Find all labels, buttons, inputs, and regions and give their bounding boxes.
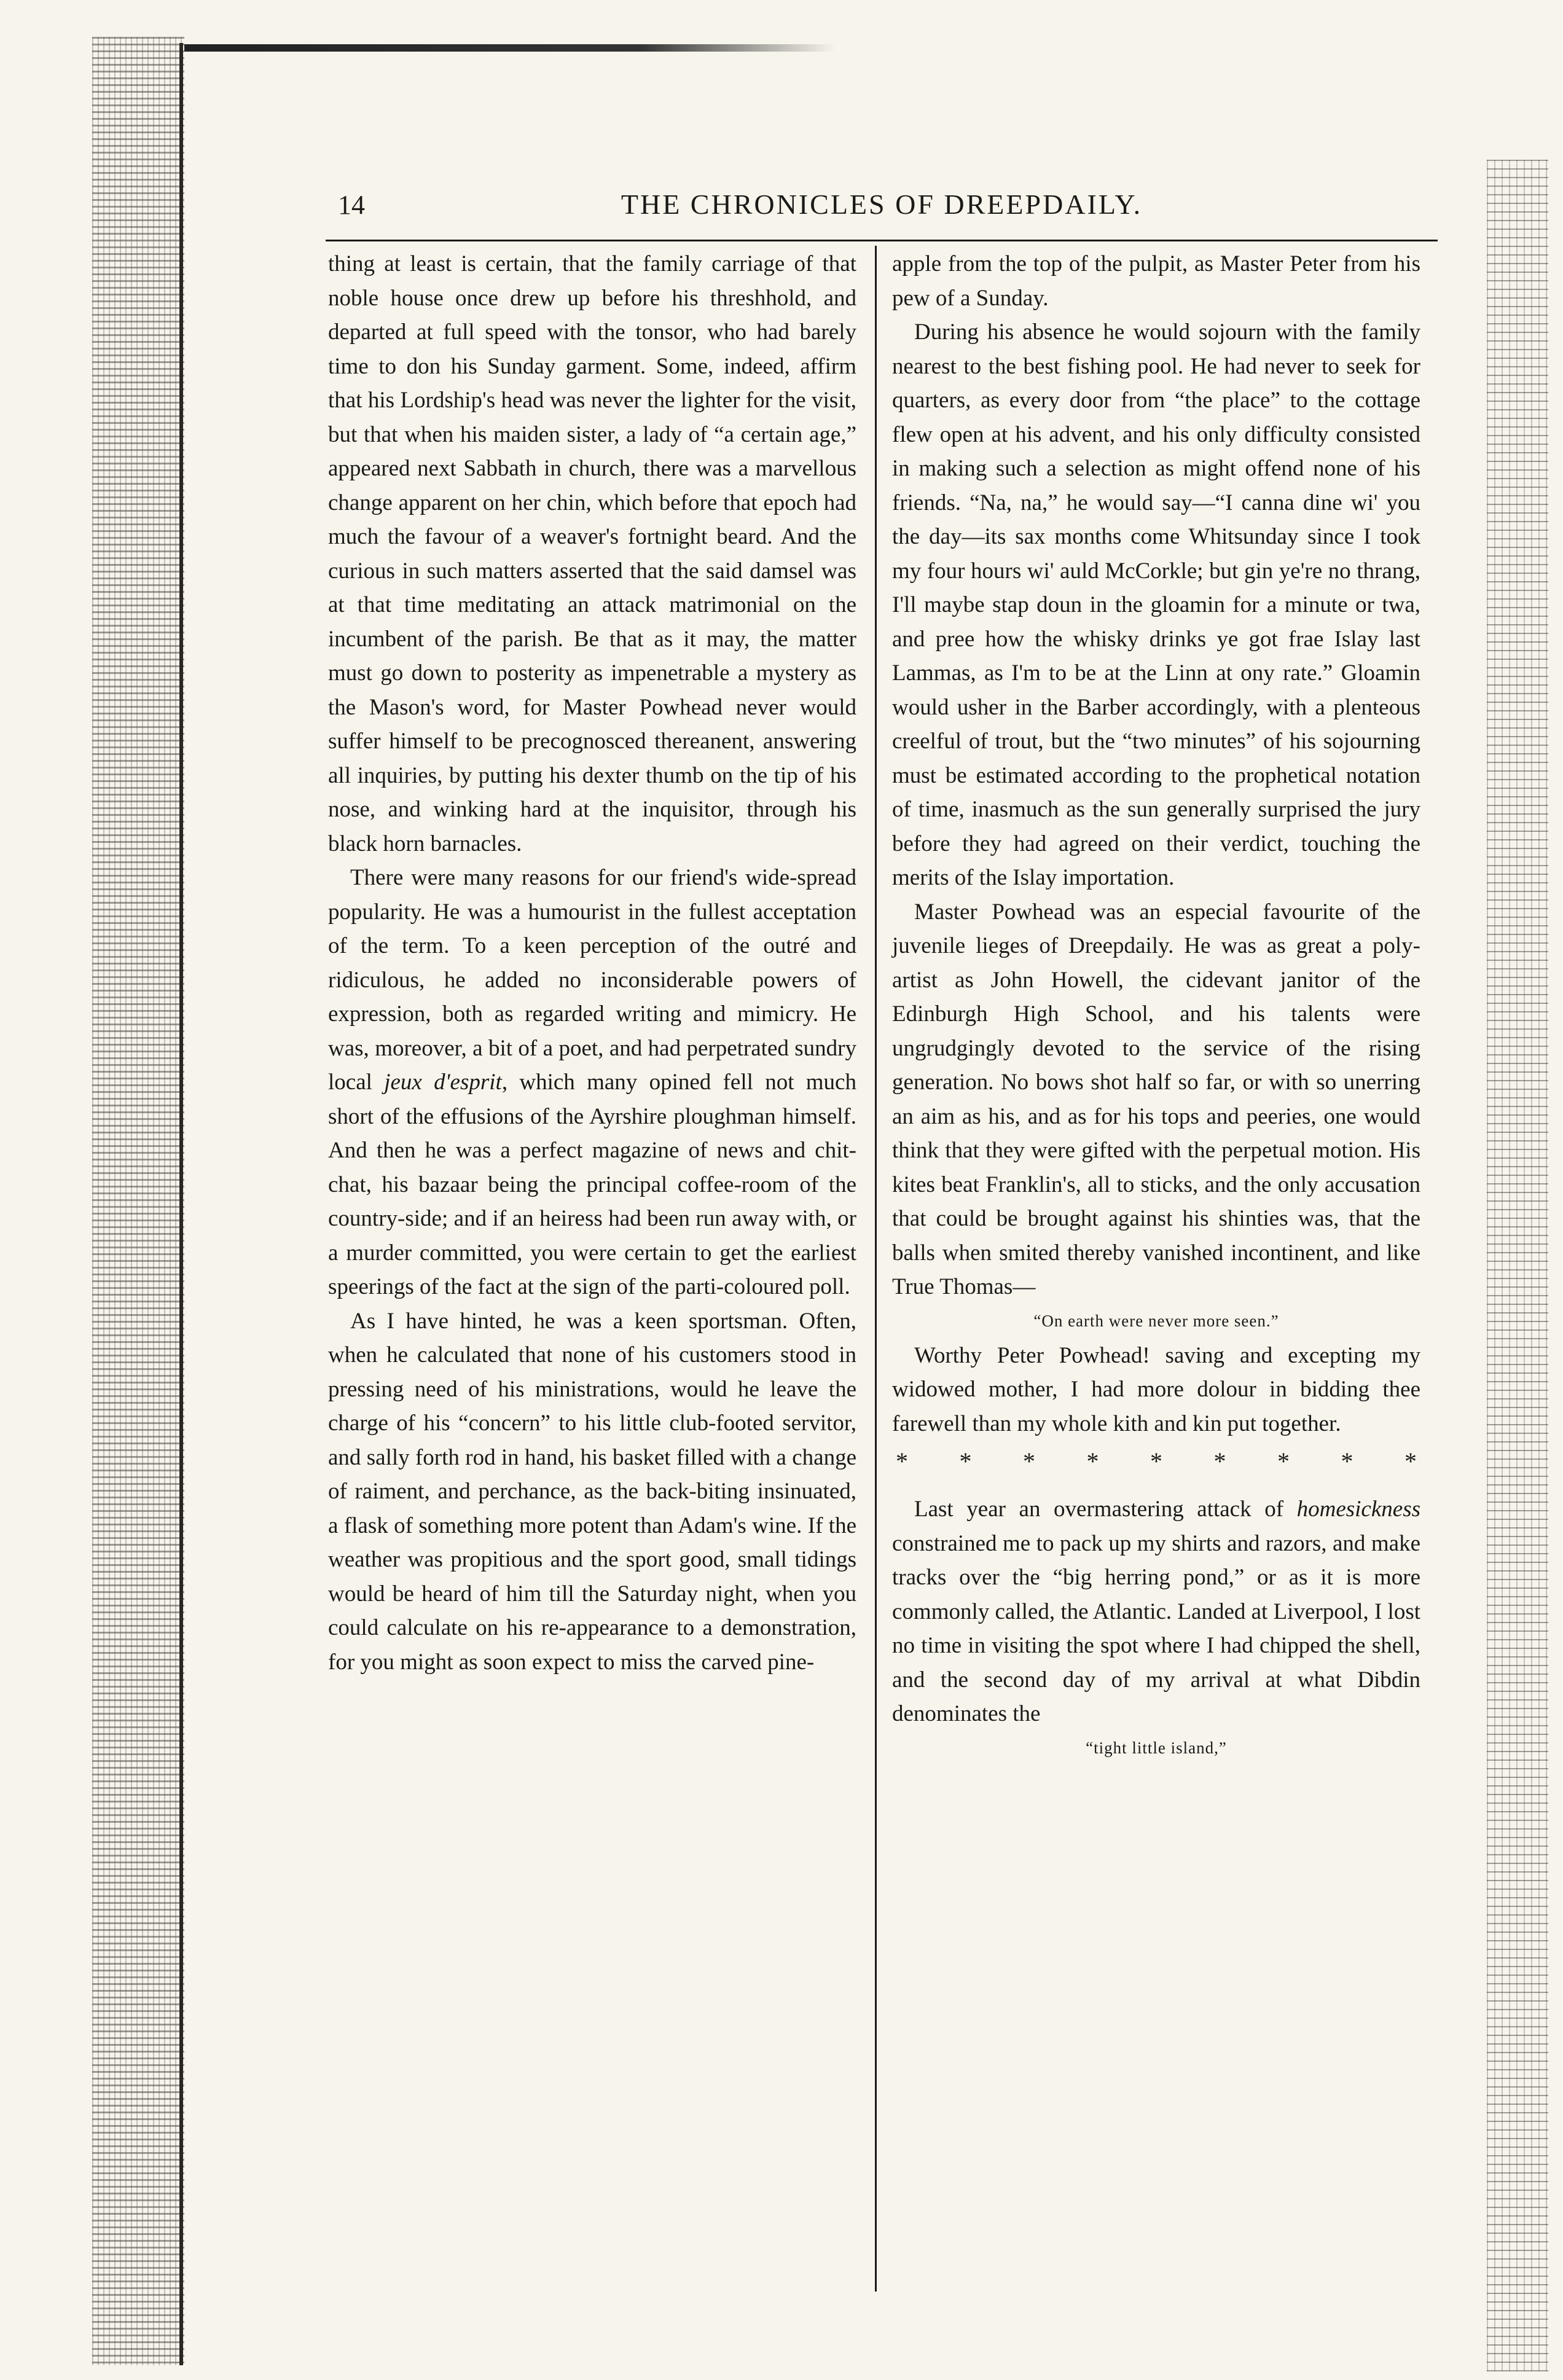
section-break-stars [892, 1443, 1420, 1480]
star-glyph: * [1277, 1447, 1290, 1475]
star-glyph: * [1150, 1447, 1162, 1475]
star-glyph: * [959, 1447, 972, 1475]
verse-quote: “tight little island,” [1086, 1738, 1227, 1757]
text-run: constrained me to pack up my shirts and razors, and make tracks over the “big herring pond,” or as it is more commonly called, the Atlantic. Landed at Liverpool, I lost no time in visiting the spot where I had chipped the shell, and the second day of my arrival at what Dibdin denominates the [892, 1530, 1421, 1726]
star-glyph: * [1086, 1447, 1099, 1475]
star-glyph: * [1023, 1447, 1035, 1475]
paragraph [892, 1492, 1420, 1731]
page-header [326, 184, 1438, 233]
italic-text: jeux d'esprit [384, 1070, 502, 1095]
running-title: THE CHRONICLES OF DREEPDAILY. [621, 189, 1143, 220]
text-run: Last year an overmastering attack of [914, 1497, 1297, 1522]
paragraph: During his absence he would sojourn with the family nearest to the best fishing pool. He had never to seek for quarters, as every door from “the place” to the cottage flew open at his advent, and his only difficulty consisted in making such a selection as might offend none of his friends. “Na, na,” he would say—“I canna dine wi' you the day—its sax months come Whitsunday since I took my four hours wi' auld McCorkle; but gin ye're no thrang, I'll maybe stap doun in the gloamin for a minute or twa, and pree how the whisky drinks ye got frae Islay last Lammas, as I'm to be at the Linn at ony rate.” Gloamin would usher in the Barber accordingly, with a plenteous creelful of trout, but the “two minutes” of his sojourning must be estimated according to the prophetical notation of time, inasmuch as the sun generally surprised the jury before they had agreed on their verdict, touching the merits of the Islay importation. [892, 319, 1420, 890]
text-run: , which many opined fell not much short of the effusions of the Ayrshire ploughman himself. And then he was a perfect magazine of news and chit-chat, his bazaar being the principal coffee-room of the country-side; and if an heiress had been run away with, or a murder committed, you were certain to get the earliest speerings of the fact at the sign of the parti-coloured poll. [328, 1070, 856, 1299]
column-divider [875, 246, 877, 2292]
text-run: There were many reasons for our friend's wide-spread popularity. He was a humourist in the fullest acceptation of the term. To a keen perception of the outré and ridiculous, he added no inconsiderable powers of expression, both as regarded writing and mimicry. He was, moreover, a bit of a poet, and had perpetrated sundry local [328, 865, 856, 1095]
paragraph: apple from the top of the pulpit, as Master Peter from his pew of a Sunday. [892, 251, 1420, 311]
right-edge-show-through [1487, 160, 1548, 2371]
paragraph: Worthy Peter Powhead! saving and excepting my widowed mother, I had more dolour in bidding thee farewell than my whole kith and kin put together. [892, 1342, 1420, 1436]
top-edge-smear [184, 44, 836, 52]
right-column [892, 247, 1420, 1766]
paragraph: Master Powhead was an especial favourite of the juvenile lieges of Dreepdaily. He was as great a poly-artist as John Howell, the cidevant janitor of the Edinburgh High School, and his talents were ungrudgingly devoted to the service of the rising generation. No bows shot half so far, or with so unerring an aim as his, and as for his tops and peeries, one would think that they were gifted with the perpetual motion. His kites beat Franklin's, all to sticks, and the only accusation that could be brought against his shinties was, that the balls when smited thereby vanished incontinent, and like True Thomas— [892, 899, 1420, 1299]
star-glyph: * [1341, 1447, 1353, 1475]
star-glyph: * [1404, 1447, 1417, 1475]
italic-text: homesickness [1296, 1497, 1420, 1522]
page-binding-shadow [92, 37, 184, 2365]
page-binding-line [179, 43, 183, 2365]
verse-quote: “On earth were never more seen.” [1033, 1311, 1279, 1330]
left-column [328, 247, 856, 1679]
star-glyph: * [1213, 1447, 1226, 1475]
paragraph [328, 861, 856, 1304]
page-number: 14 [338, 190, 365, 220]
header-rule [326, 240, 1438, 241]
paragraph: thing at least is certain, that the family carriage of that noble house once drew up before his threshhold, and departed at full speed with the tonsor, who had barely time to don his Sunday garment. Some, indeed, affirm that his Lordship's head was never the lighter for the visit, but that when his maiden sister, a lady of “a certain age,” appeared next Sabbath in church, there was a marvellous change apparent on her chin, which before that epoch had much the favour of a weaver's fortnight beard. And the curious in such matters asserted that the said damsel was at that time meditating an attack matrimonial on the incumbent of the parish. Be that as it may, the matter must go down to posterity as impenetrable a mystery as the Mason's word, for Master Powhead never would suffer himself to be precognosced thereanent, answering all inquiries, by putting his dexter thumb on the tip of his nose, and winking hard at the inquisitor, through his black horn barnacles. [328, 251, 856, 856]
paragraph: As I have hinted, he was a keen sportsman. Often, when he calculated that none of his customers stood in pressing need of his ministrations, would he leave the charge of his “concern” to his little club-footed servitor, and sally forth rod in hand, his basket filled with a change of raiment, and perchance, as the back-biting insinuated, a flask of something more potent than Adam's wine. If the weather was propitious and the sport good, small tidings would be heard of him till the Saturday night, when you could calculate on his re-appearance to a demonstration, for you might as soon expect to miss the carved pine- [328, 1308, 856, 1675]
star-glyph: * [896, 1447, 908, 1475]
